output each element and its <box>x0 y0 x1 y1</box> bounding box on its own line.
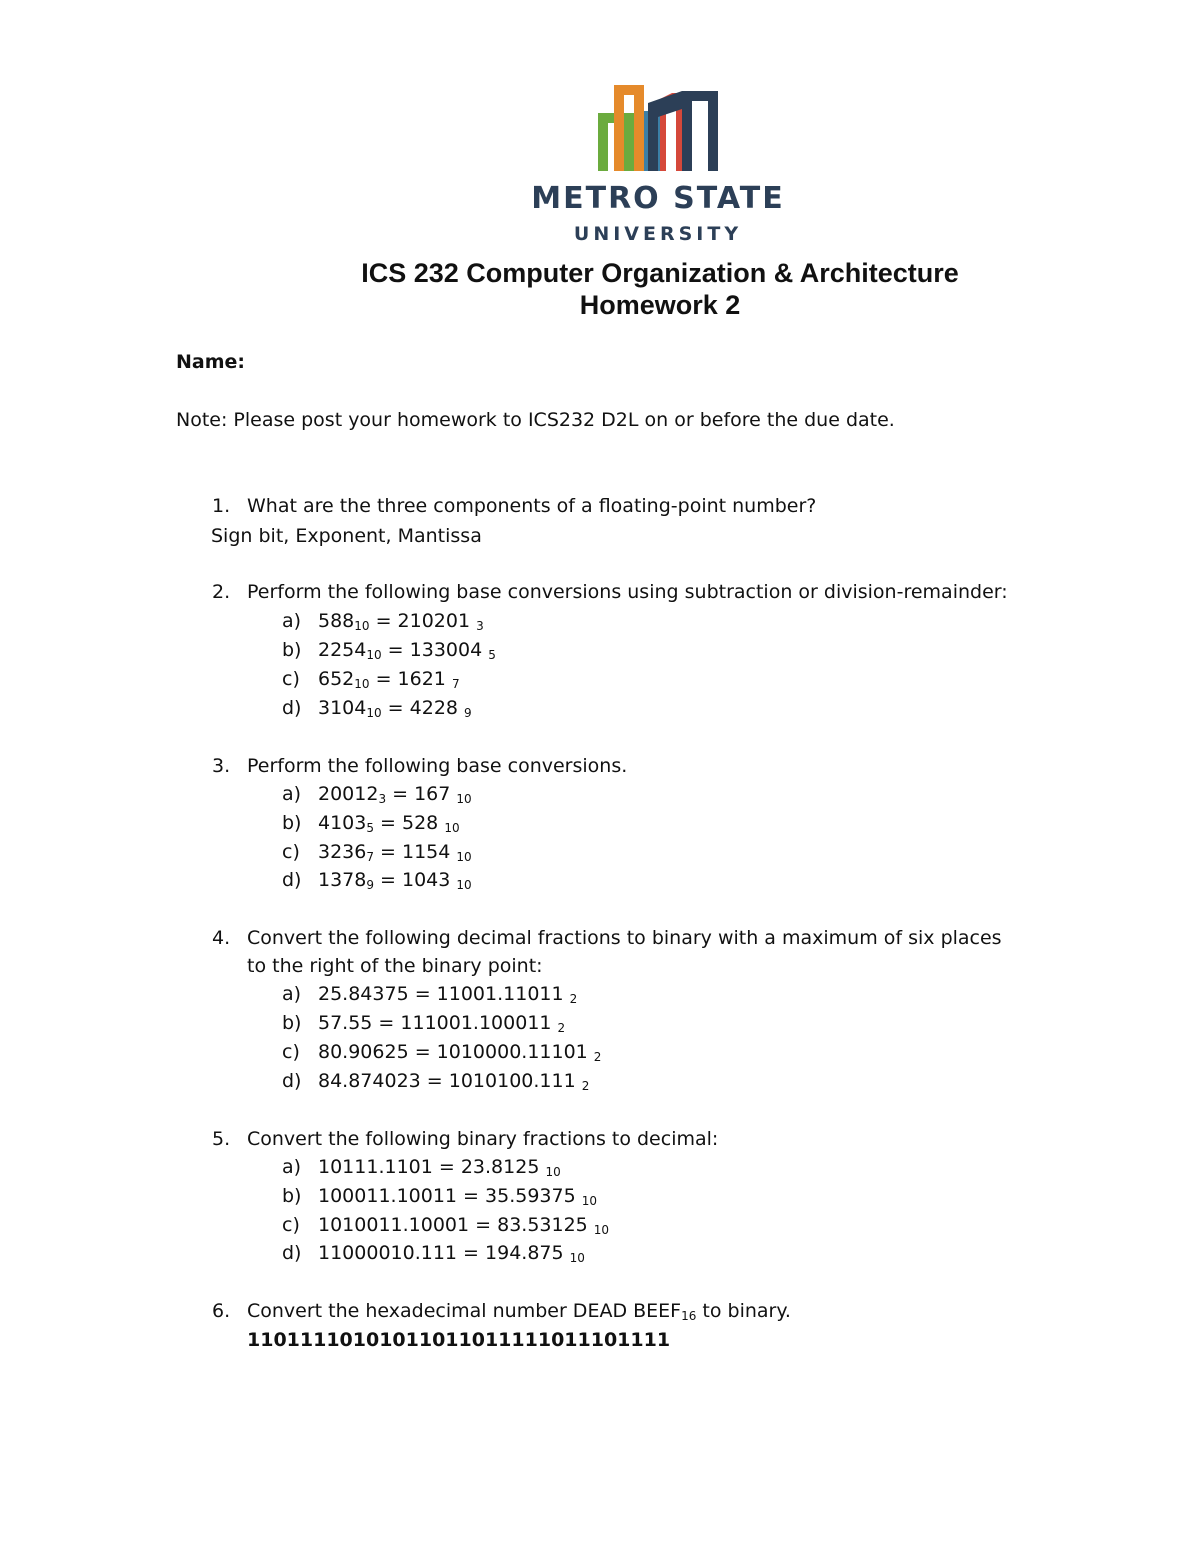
question-number: 5. <box>212 1128 231 1150</box>
list-item: $1378_9 = 1043$ $_{10}$ <box>318 869 472 892</box>
item-letter: a) <box>282 783 302 805</box>
question-number: 1. <box>212 495 231 517</box>
item-letter: c) <box>282 1041 300 1063</box>
question-number: 2. <box>212 581 231 603</box>
item-letter: c) <box>282 1214 300 1236</box>
metro-state-logo-icon <box>596 83 720 171</box>
question-text: Perform the following base conversions. <box>247 755 628 777</box>
question-text: What are the three components of a floating-point number? <box>247 495 817 517</box>
item-letter: b) <box>282 1012 302 1034</box>
item-letter: c) <box>282 668 300 690</box>
logo-wordmark-metro-state: METRO STATE <box>531 181 785 216</box>
list-item: $3236_7 = 1154$ $_{10}$ <box>318 841 472 864</box>
note-text: Note: Please post your homework to ICS232 D2L on or before the due date. <box>176 409 895 431</box>
question-number: 3. <box>212 755 231 777</box>
list-item: 10111.1101 = 23.8125 $_{10}$ <box>318 1156 561 1179</box>
list-item: 80.90625 = 1010000.11101 $_2$ <box>318 1041 602 1064</box>
answer-text: Sign bit, Exponent, Mantissa <box>211 525 482 547</box>
list-item: $20012_3 = 167$ $_{10}$ <box>318 783 472 806</box>
item-letter: b) <box>282 812 302 834</box>
list-item: 84.874023 = 1010100.111 $_2$ <box>318 1070 590 1093</box>
item-letter: b) <box>282 639 302 661</box>
list-item: 100011.10011 = 35.59375 $_{10}$ <box>318 1185 597 1208</box>
question-text: Convert the following binary fractions to decimal: <box>247 1128 719 1150</box>
question-text: Convert the hexadecimal number DEAD $BEEF_{16}$ to binary. <box>247 1300 791 1323</box>
question-text-continued: to the right of the binary point: <box>247 955 543 977</box>
item-letter: a) <box>282 1156 302 1178</box>
list-item: $2254_{10} = 133004$ $_5$ <box>318 639 496 662</box>
question-number: 4. <box>212 927 231 949</box>
list-item: $652_{10} = 1621$ $_7$ <box>318 668 460 691</box>
list-item: $588_{10} = 210201$ $_3$ <box>318 610 484 633</box>
list-item: 25.84375 = 11001.11011 $_2$ <box>318 983 578 1006</box>
item-letter: d) <box>282 697 302 719</box>
logo-wordmark-university: UNIVERSITY <box>573 223 743 245</box>
question-text: Convert the following decimal fractions to binary with a maximum of six places <box>247 927 1002 949</box>
list-item: $3104_{10} = 4228$ $_9$ <box>318 697 472 720</box>
list-item: 57.55 = 111001.100011 $_2$ <box>318 1012 566 1035</box>
document-subtitle: Homework 2 <box>579 290 741 320</box>
item-letter: d) <box>282 869 302 891</box>
item-letter: c) <box>282 841 300 863</box>
question-text: Perform the following base conversions using subtraction or division-remainder: <box>247 581 1008 603</box>
item-letter: d) <box>282 1070 302 1092</box>
item-letter: d) <box>282 1242 302 1264</box>
item-letter: a) <box>282 983 302 1005</box>
document-title: ICS 232 Computer Organization & Architecture <box>361 258 959 288</box>
item-letter: a) <box>282 610 302 632</box>
question-number: 6. <box>212 1300 231 1322</box>
answer-text: 11011110101011011011111011101111 <box>247 1329 671 1351</box>
list-item: 1010011.10001 = 83.53125 $_{10}$ <box>318 1214 610 1237</box>
list-item: 11000010.111 = 194.875 $_{10}$ <box>318 1242 585 1265</box>
item-letter: b) <box>282 1185 302 1207</box>
list-item: $4103_5 = 528$ $_{10}$ <box>318 812 460 835</box>
name-label: Name: <box>176 351 246 373</box>
